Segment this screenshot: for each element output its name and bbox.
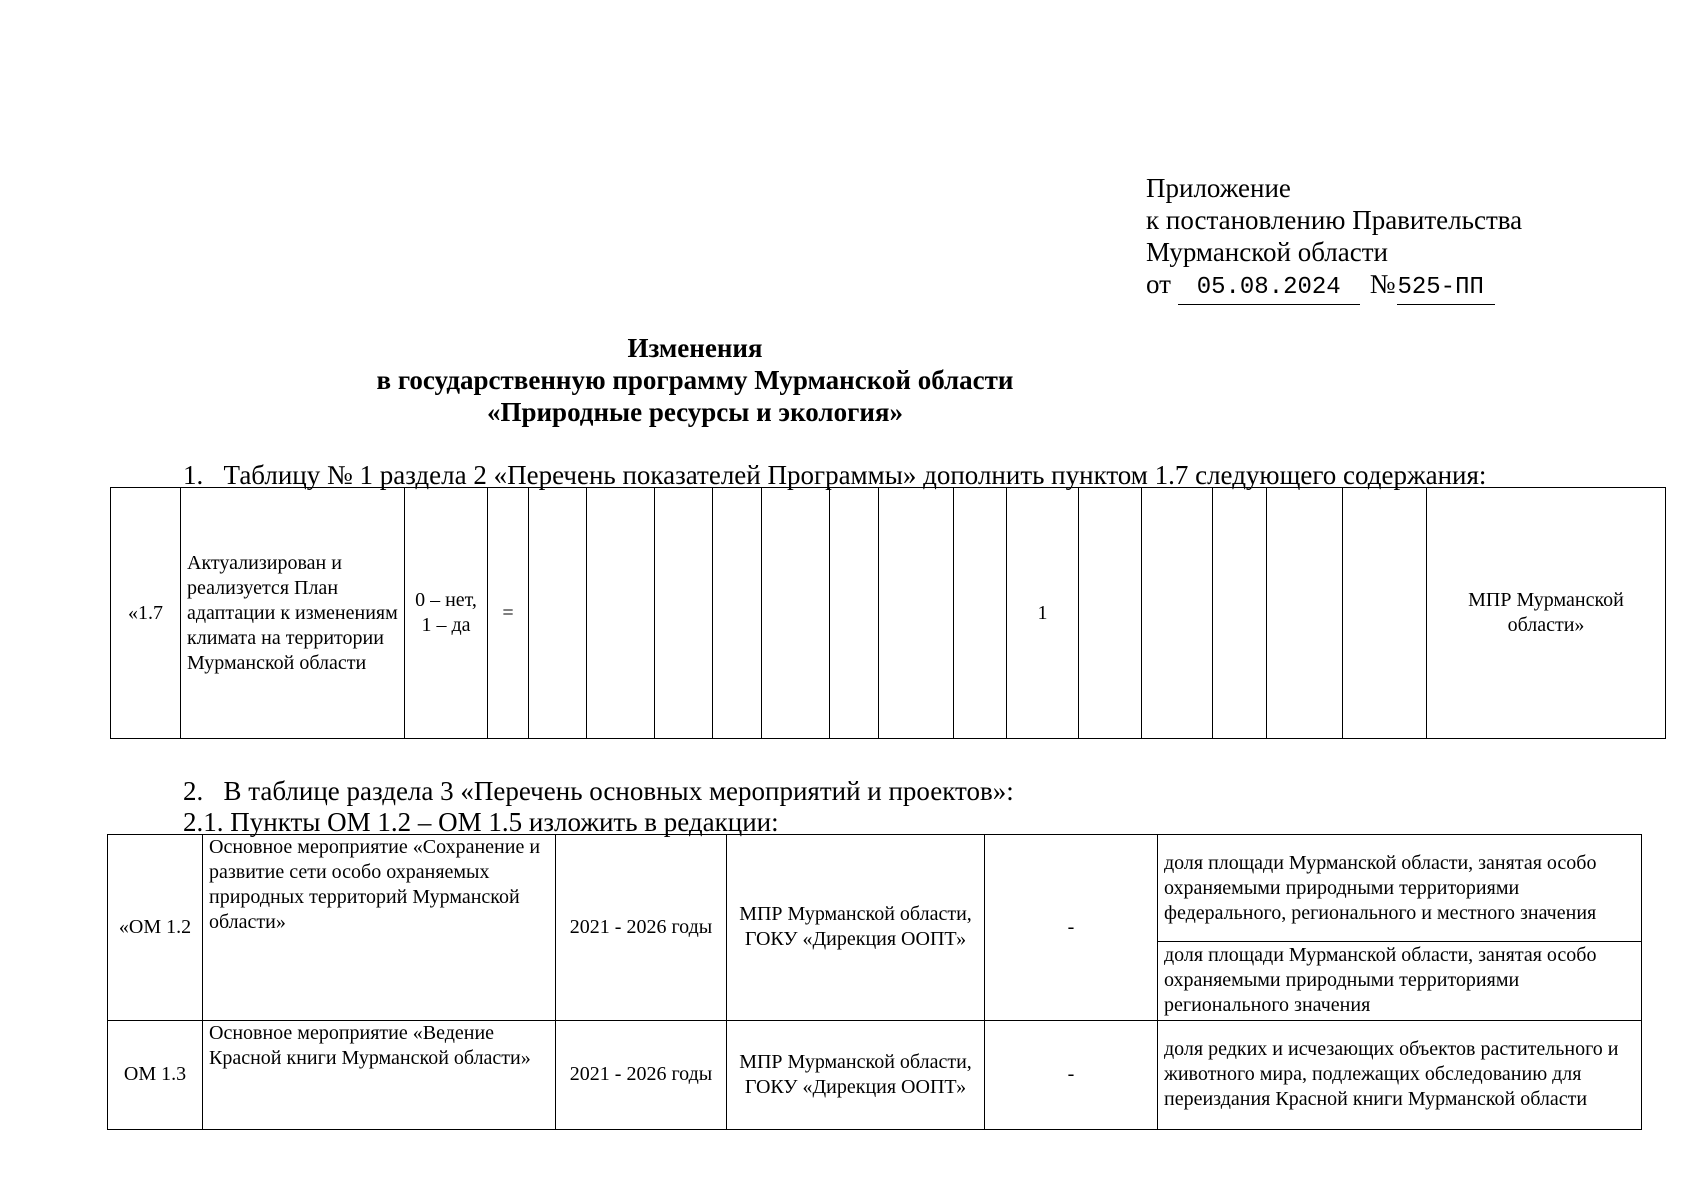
measure-executor: МПР Мурманской области, ГОКУ «Дирекция ООПТ» (727, 835, 985, 1021)
empty-cell (713, 488, 762, 739)
empty-cell (830, 488, 879, 739)
appendix-date-line (1146, 268, 1522, 305)
measure-dash: - (985, 1020, 1158, 1129)
decree-number: 525-ПП (1397, 272, 1495, 305)
measure-period: 2021 - 2026 годы (556, 1020, 727, 1129)
measure-period: 2021 - 2026 годы (556, 835, 727, 1021)
empty-cell (762, 488, 830, 739)
responsible-body: МПР Мурманской области» (1427, 488, 1666, 739)
section-2-heading (183, 776, 1014, 806)
empty-cell (655, 488, 713, 739)
number-label: № (1369, 269, 1396, 299)
measure-indicator: доля площади Мурманской области, занятая особо охраняемыми природными территориями федерального, регионального и местного значения (1158, 835, 1642, 942)
measure-name: Основное мероприятие «Ведение Красной книги Мурманской области» (203, 1020, 556, 1129)
empty-cell (954, 488, 1007, 739)
indicators-table (110, 487, 1666, 739)
measure-number: «ОМ 1.2 (108, 835, 203, 1021)
section-1-heading (183, 460, 1486, 490)
empty-cell (1267, 488, 1343, 739)
table-row (108, 1020, 1642, 1129)
measure-dash: - (985, 835, 1158, 1021)
indicator-trend: = (488, 488, 529, 739)
indicator-name: Актуализирован и реализуется План адаптации к изменениям климата на территории Мурманской области (181, 488, 405, 739)
measure-number: ОМ 1.3 (108, 1020, 203, 1129)
subsection-heading: 2.1. Пункты ОМ 1.2 – ОМ 1.5 изложить в редакции: (183, 807, 779, 837)
from-label: от (1146, 269, 1171, 299)
section-number: 2. (183, 776, 204, 806)
table-row (111, 488, 1666, 739)
empty-cell (879, 488, 954, 739)
document-title (0, 332, 1390, 428)
appendix-line: Мурманской области (1146, 237, 1388, 267)
indicator-unit: 0 – нет, 1 – да (405, 488, 488, 739)
measure-executor: МПР Мурманской области, ГОКУ «Дирекция ООПТ» (727, 1020, 985, 1129)
appendix-block (1146, 172, 1522, 305)
appendix-line: к постановлению Правительства (1146, 205, 1523, 235)
empty-cell (1213, 488, 1267, 739)
section-number: 1. (183, 460, 204, 490)
title-line: Изменения (627, 333, 763, 363)
measure-indicator: доля площади Мурманской области, занятая особо охраняемыми природными территориями регионального значения (1158, 942, 1642, 1021)
title-line: в государственную программу Мурманской области (376, 365, 1014, 395)
title-line: «Природные ресурсы и экология» (486, 397, 904, 427)
decree-date: 05.08.2024 (1178, 272, 1360, 305)
row-number: «1.7 (111, 488, 181, 739)
appendix-line: Приложение (1146, 173, 1291, 203)
section-text: Таблицу № 1 раздела 2 «Перечень показателей Программы» дополнить пунктом 1.7 следующего содержания: (223, 460, 1487, 490)
empty-cell (1343, 488, 1427, 739)
table-row (108, 835, 1642, 942)
measure-name: Основное мероприятие «Сохранение и развитие сети особо охраняемых природных территорий Мурманской области» (203, 835, 556, 1021)
section-text: В таблице раздела 3 «Перечень основных мероприятий и проектов»: (223, 776, 1014, 806)
indicator-value: 1 (1007, 488, 1079, 739)
measures-table (107, 834, 1642, 1130)
empty-cell (587, 488, 655, 739)
empty-cell (529, 488, 587, 739)
empty-cell (1079, 488, 1142, 739)
measure-indicator: доля редких и исчезающих объектов растительного и животного мира, подлежащих обследованию для переиздания Красной книги Мурманской области (1158, 1020, 1642, 1129)
empty-cell (1142, 488, 1213, 739)
